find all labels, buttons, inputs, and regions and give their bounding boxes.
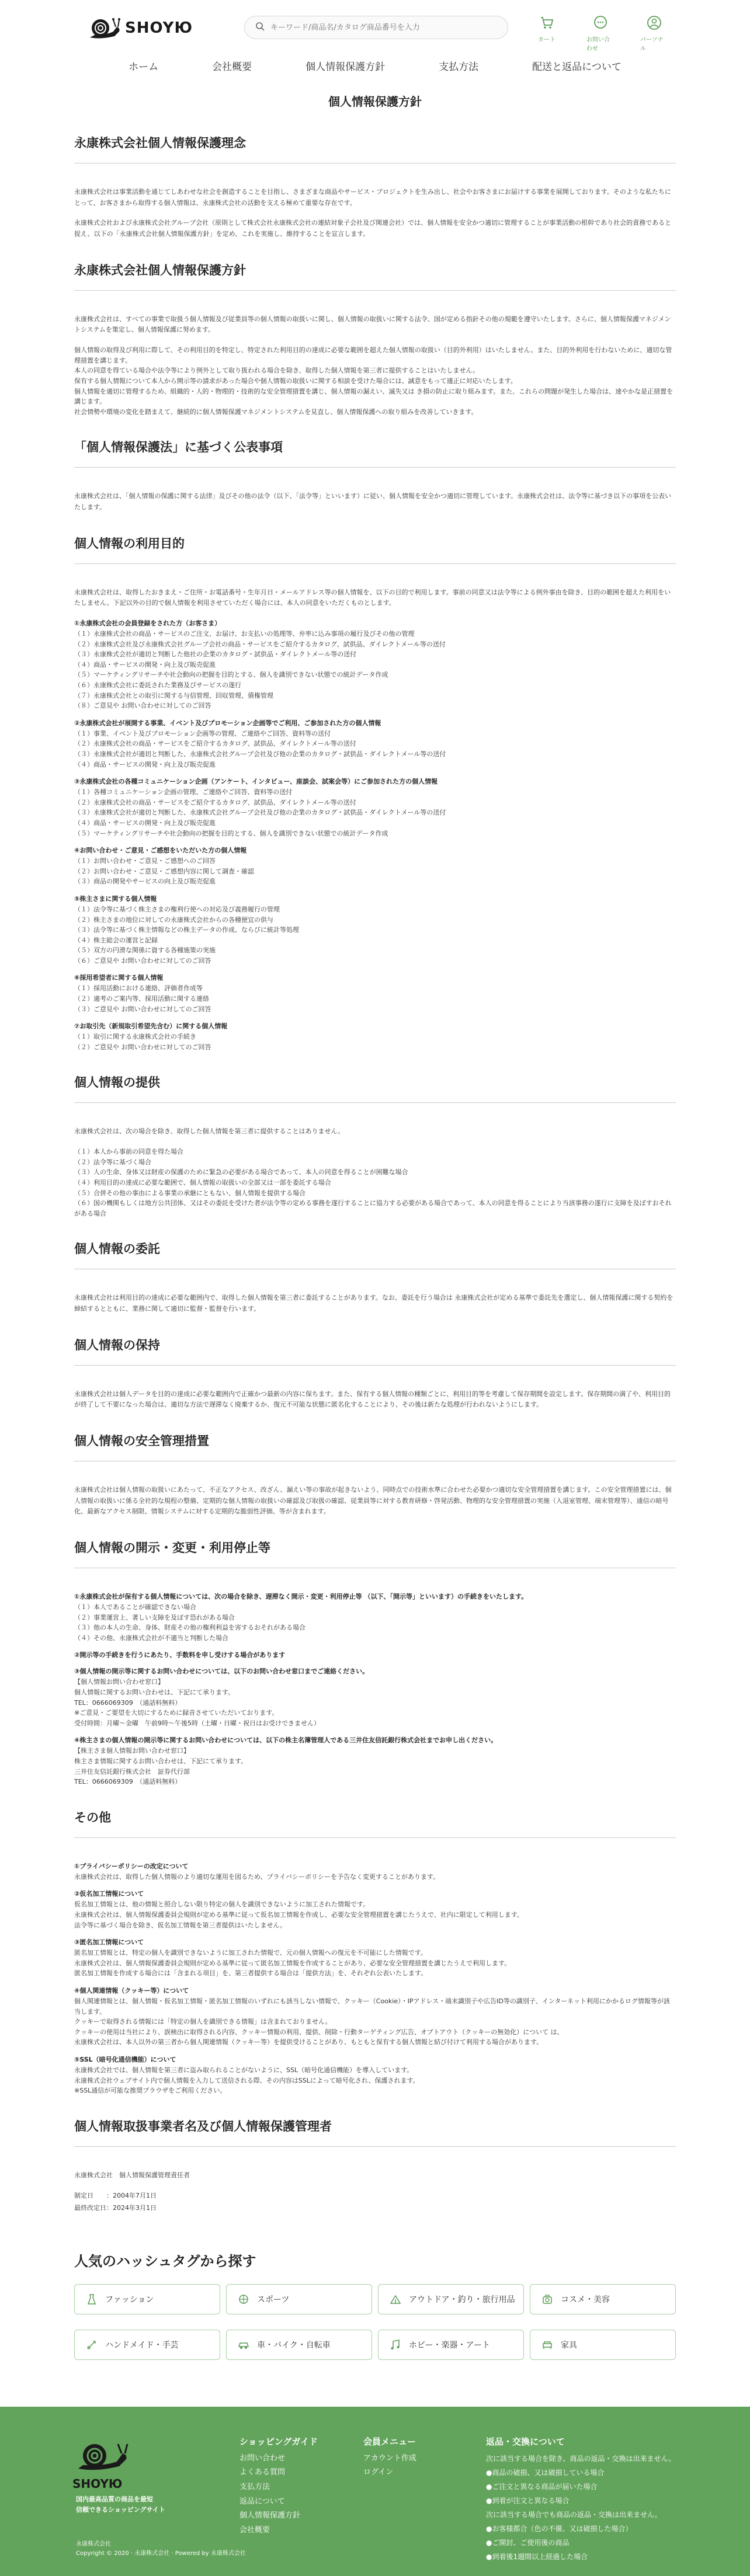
disclosure-list <box>74 1602 676 1643</box>
hashtag-label: コスメ・美容 <box>561 2295 610 2305</box>
purpose-group-heading: ③永康株式会社の各種コミュニケーション企画（アンケート、インタビュー、座談会、試案会等）にご参加された方の個人情報 <box>74 778 438 786</box>
tagline-line: 国内最高品質の商品を最短 <box>76 2495 153 2504</box>
other-block-heading: ④個人関連情報（クッキー等）について <box>74 1986 189 1994</box>
list-item: （５）マーケティングリサーチや社会動向の把握を目的とする、個人を識別できない状態での統計データ作成 <box>74 671 388 679</box>
paragraph: 永康株式会社は利用目的の達成に必要な範囲内で、取得した個人情報を第三者に委託することがあります。なお、委託を行う場合は 永康株式会社が定める基準で委託先を選定し、個人情報保護に関する契約を締結するとともに、業務に関して適切に監督・監督を行います。 <box>74 1294 673 1313</box>
list-item: （４）商品・サービスの開発・向上及び販売促進 <box>74 819 216 827</box>
outdoor-icon <box>389 2293 402 2306</box>
paragraph: 永康株式会社は個人情報の取扱いにあたって、不正なアクセス、改ざん、漏えい等の事故が起きないよう、同時点での技術水準に合わせた必要かつ適切な安全管理措置を講じます。この安全管理措置には、個人情報の取扱いに係る全社的な規程の整備、定期的な個人情報の取扱いの確認及び取扱の確認、従業員等に対する教育研修・啓発活動、物理的な安全管理措置の実施（入退室管理、端末管理等）、通信の暗号化、最新なアクセス制限、情報システムに対する定期的な脆弱性評価、等が含まれます。 <box>74 1486 672 1516</box>
section-title: 個人情報取扱事業者名及び個人情報保護管理者 <box>74 2117 676 2147</box>
footer-link-login[interactable]: ログイン <box>363 2468 394 2477</box>
purpose-group-heading: ①永康株式会社の会員登録をされた方（お客さま） <box>74 619 221 628</box>
hashtag-furniture[interactable] <box>530 2330 676 2360</box>
policy-list <box>74 345 676 417</box>
list-item: 匿名加工情報を作成する場合には「含まれる項目」を、第三者提供する場合は「提供方法」を、それぞれ公表いたします。 <box>74 1969 428 1978</box>
footer-link-returns[interactable]: 返品について <box>239 2497 285 2506</box>
chat-icon <box>593 15 608 33</box>
purpose-group-list <box>74 904 676 966</box>
footer-copyright: Copyright © 2020 · 永康株式会社 · Powered by 永康株式会社 <box>76 2550 246 2557</box>
list-item: （１）お問い合わせ・ご意見・ご感想へのご回答 <box>74 857 216 865</box>
list-item: （２）永康株式会社及び永康株式会社グループ会社の商品・サービスをご紹介するカタログ、試供品、ダイレクトメール等の送付 <box>74 640 446 648</box>
list-item: （２）永康株式会社の商品・サービスをご紹介するカタログ、試供品、ダイレクトメール等の送付 <box>74 740 356 748</box>
other-block-body <box>74 1996 676 2048</box>
list-item: 匿名加工情報とは、特定の個人を識別できないように加工された情報で、元の個人情報への復元を不可能にした情報です。 <box>74 1949 427 1957</box>
list-item: （８）ご意見や お問い合わせに対してのご回答 <box>74 702 211 710</box>
footer-link-faq[interactable]: よくある質問 <box>239 2468 286 2477</box>
list-item: 本人の同意を得ている場合や法令等により例外として取り扱われる場合を除き、取得した個人情報を第三者に提供することはいたしません。 <box>74 367 480 375</box>
nav-shipping[interactable]: 配送と返品について <box>532 61 621 73</box>
site-footer <box>0 2407 750 2576</box>
other-block-heading: ①プライバシーポリシーの改定について <box>74 1862 189 1870</box>
list-item: （４）その他、永康株式会社が不適当と判断した場合 <box>74 1634 228 1642</box>
tagline-line: 信頼できるショッピングサイト <box>76 2505 165 2514</box>
paragraph: 永康株式会社および永康株式会社グループ会社（原則として株式会社永康株式会社の連結対象子会社及び関連会社）では、個人情報を安全かつ適切に管理することが事業活動の根幹であり社会的責務であると捉え、以下の「永康株式会社個人情報保護方針」を定め、これを実施し、維持することを宣言します。 <box>74 219 672 238</box>
cosmetics-icon <box>541 2293 554 2306</box>
hashtag-vehicle[interactable] <box>226 2330 372 2360</box>
section-title: その他 <box>74 1808 676 1838</box>
contact-line: 【個人情報お問い合わせ窓口】 <box>74 1678 164 1686</box>
sports-icon <box>237 2293 250 2306</box>
other-block-heading: ③匿名加工情報について <box>74 1938 144 1947</box>
other-block-body <box>74 1899 676 1930</box>
other-block-heading: ⑤SSL（暗号化通信機能）について <box>74 2055 176 2063</box>
footer-logo[interactable] <box>72 2438 137 2491</box>
list-item: ※SSL通信が可能な推奨ブラウザをご利用ください。 <box>74 2087 227 2095</box>
subheading: ③個人情報の開示等に関するお問い合わせについては、以下のお問い合わせ窓口までご連絡ください。 <box>74 1668 369 1676</box>
list-item: （１）本人から事前の同意を得た場合 <box>74 1148 183 1156</box>
list-item: （１）永康株式会社の商品・サービスのご注文、お届け、お支払いの処理等、弁率に込み事項の履行及びその他の管理 <box>74 630 415 638</box>
list-item: 保有する個人情報について本人から開示等の請求があった場合や個人情報の取扱いに関する相談を受けた場合には、誠意をもって適正に対応いたします。 <box>74 377 517 385</box>
list-item: 法令等に基づく場合を除き、仮名加工情報を第三者提供はいたしません。 <box>74 1921 287 1929</box>
list-item: （１）事業、イベント及びプロモーション企画等の管理、ご連絡やご回答、資料等の送付 <box>74 729 331 737</box>
section-title: 個人情報の安全管理措置 <box>74 1432 676 1461</box>
other-block-body <box>74 1948 676 1979</box>
list-item: （３）他の本人の生命、身体、財産その他の権利利益を害するおそれがある場合 <box>74 1624 305 1632</box>
hobby-icon <box>389 2338 402 2351</box>
hashtag-label: アウトドア・釣り・旅行用品 <box>409 2295 515 2305</box>
purpose-group-heading: ④お問い合わせ・ご意見・ご感想をいただいた方の個人情報 <box>74 847 247 855</box>
hashtag-outdoor[interactable] <box>378 2284 524 2314</box>
nav-privacy[interactable]: 個人情報保護方針 <box>305 61 386 73</box>
site-header <box>0 0 750 54</box>
list-item: （４）商品・サービスの開発・向上及び販売促進 <box>74 660 216 669</box>
purpose-group-list <box>74 1032 676 1052</box>
paragraph: 永康株式会社は、取得したおきまえ・ご住所・お電話番号・生年月日・メールアドレス等の個人情報を、以下の目的で利用します。事前の同意又は法令等による例外事由を除き、目的の範囲を超えた利用をいたしません。下記以外の目的で個人情報を利用させていただく場合には、本人の同意をいただくものとします。 <box>74 588 671 607</box>
furniture-icon <box>541 2338 554 2351</box>
list-item: （１）取引に関する永康株式会社の手続き <box>74 1033 196 1041</box>
paragraph: 永康株式会社は、すべての事業で取扱う個人情報及び従業員等の個人情報の取扱いに関し、個人情報の取扱いに関する法令、国が定める指針その他の規範を遵守いたします。さらに、個人情報保護マネジメントシステムを策定し、個人情報保護に努めます。 <box>74 315 671 334</box>
hashtag-sports[interactable] <box>226 2284 372 2314</box>
provision-list <box>74 1147 676 1219</box>
nav-home[interactable]: ホーム <box>129 61 159 73</box>
cart-button[interactable] <box>533 15 561 52</box>
contact-line: 株主さま情報に関するお問い合わせは、下記にて承ります。 <box>74 1757 248 1766</box>
section-title: 個人情報の利用目的 <box>74 534 676 564</box>
footer-col-heading: 返品・交換について <box>486 2436 565 2448</box>
list-item: 永康株式会社は、個人情報保護委員会規則が定める基準に従って匿名加工情報を作成することがあり、必要な安全管理措置を講じたうえで利用します。 <box>74 1959 511 1967</box>
list-item: 永康株式会社ウェブサイト内で個人情報を入力して送信される際、その内容はSSLによって暗号化され、保護されます。 <box>74 2076 419 2084</box>
paragraph: 永康株式会社は事業活動を通じてしあわせな社会を創造することを目指し、さまざまな商品やサービス・プロジェクトを生み出し、社会やお客さまにお届けする事業を展開しております。そのような私たちにとって、お客さまから取得する個人情報は、永康株式会社の活動を支える極めて重要な存在です。 <box>74 188 671 207</box>
list-item: （４）商品・サービスの開発・向上及び販売促進 <box>74 760 216 768</box>
footer-col-heading: 会員メニュー <box>363 2436 416 2448</box>
returns-line: 次に該当する場合でも商品の返品・交換は出来ません。 <box>486 2510 662 2519</box>
footer-returns-info <box>486 2434 675 2564</box>
list-item: （３）商品の開発やサービスの向上及び販売促進 <box>74 878 216 886</box>
purpose-group-list <box>74 629 676 711</box>
purpose-groups <box>74 618 676 1052</box>
shareholder-contact-block <box>74 1746 676 1787</box>
purpose-group-list <box>74 787 676 838</box>
section-title: 個人情報の保持 <box>74 1336 676 1366</box>
contact-line: 受付時間：月曜～金曜 午前9時～午後5時（土曜・日曜・祝日はお受けできません） <box>74 1719 320 1727</box>
paragraph: 永康株式会社は個人データを目的の達成に必要な範囲内で正確かつ最新の内容に保ちます。また、保有する個人情報の種類ごとに、利用目的等を考慮して保存期間を設定します。保存期間の満了や、利用目的が終了して不要になった場合は、適切な方法で遅滞なく廃棄するか、復元不可能な状態に匿名化することにより、その後は新たな処理が行われないようにします。 <box>74 1390 671 1409</box>
purpose-group-heading: ⑦お取引先（新規取引希望先含む）に関する個人情報 <box>74 1022 228 1031</box>
contact-line: 【株主さま個人情報お問い合わせ窓口】 <box>74 1747 190 1755</box>
list-item: （７）永康株式会社との取引に関する与信管理、回収管理、債権管理 <box>74 691 273 699</box>
returns-line: ●到着が注文と異なる場合 <box>486 2496 570 2505</box>
contact-line: 三井住友信託銀行株式会社 証券代行部 <box>74 1767 190 1776</box>
returns-line: ●お客様都合（色の不備、又は破損した場合） <box>486 2524 633 2533</box>
list-item: （４）利用目的の達成に必要な範囲で、個人情報の取扱いの全部又は一部を委託する場合 <box>74 1178 331 1186</box>
section-title: 「個人情報保護法」に基づく公表事項 <box>74 438 676 468</box>
list-item: （２）適考のご案内等、採用活動に関する連絡 <box>74 995 209 1003</box>
list-item: 永康株式会社は、個人情報保護委員会規則が定める基準に従って仮名加工情報を作成し、必要な安全管理措置を講じたうえで、社内に限定して利用します。 <box>74 1911 523 1919</box>
contact-line: TEL：0666069309 （通話料無料） <box>74 1778 182 1786</box>
footer-link-privacy[interactable]: 個人情報保護方針 <box>239 2511 301 2521</box>
footer-logo-text: SHOYЮ <box>72 2477 123 2491</box>
other-block-body <box>74 2065 676 2096</box>
account-label: パーソナル <box>640 37 664 52</box>
car-icon <box>237 2338 250 2351</box>
list-item: （３）法令等に基づく株主情報などの株主データの作成、ならびに統計等処理 <box>74 926 299 934</box>
list-item: 永康株式会社は、本人以外の第三者から個人関連情報（クッキー等）を提供受けることがあり、もともと保有する個人情報と結び付けて利用する場合があります。 <box>74 2038 543 2046</box>
list-item: （１）本人であることが確認できない場合 <box>74 1603 196 1611</box>
section-title: 永康株式会社個人情報保護方針 <box>74 261 676 291</box>
footer-link-contact[interactable]: お問い合わせ <box>239 2453 286 2463</box>
list-item: （５）合併その他の事由による事業の承継にともない、個人情報を提供する場合 <box>74 1189 305 1197</box>
date-revised: 最終改定日：2024年3月1日 <box>74 2204 157 2212</box>
purpose-group-list <box>74 729 676 770</box>
logo-text: SHOYЮ <box>125 19 193 37</box>
user-icon <box>647 15 662 33</box>
list-item: （１）法令等に基づく株主さまの権利行使への対応及び義務履行の管理 <box>74 905 280 913</box>
paragraph: 永康株式会社は、「個人情報の保護に関する法律」及びその他の法令（以下、「法令等」といいます）に従い、個人情報を安全かつ適切に管理しています。永康株式会社は、法令等に基づき以下の事項を公表いたします。 <box>74 492 672 511</box>
list-item: 個人関連情報とは、個人情報・仮名加工情報・匿名加工情報のいずれにも該当しない情報で、クッキー（Cookie）・IPアドレス・端末識別子や広告ID等の識別子、インターネット利用にかかるログ情報等が該当します。 <box>74 1997 670 2015</box>
footer-link-signup[interactable]: アカウント作成 <box>363 2453 416 2463</box>
other-block-heading: ②仮名加工情報について <box>74 1890 144 1898</box>
site-logo[interactable] <box>89 14 193 42</box>
section-title: 永康株式会社個人情報保護理念 <box>74 134 676 163</box>
list-item: （６）ご意見や お問い合わせに対してのご回答 <box>74 956 211 965</box>
hashtag-label: 家具 <box>561 2341 577 2351</box>
list-item: （１）各種コミュニケーション企画の管理、ご連絡やご回答、資料等の送付 <box>74 788 293 796</box>
footer-shopping-guide <box>239 2434 318 2538</box>
other-block-body <box>74 1872 676 1882</box>
footer-tagline <box>76 2494 165 2515</box>
account-button[interactable] <box>640 15 668 52</box>
returns-line: ●商品の破損、又は破損している場合 <box>486 2468 605 2477</box>
main-content <box>74 116 676 2360</box>
other-blocks <box>74 1861 676 2096</box>
hashtag-title: 人気のハッシュタグから探す <box>74 2253 256 2270</box>
contact-button[interactable] <box>586 15 614 52</box>
footer-link-payment[interactable]: 支払方法 <box>239 2483 270 2492</box>
footer-link-company[interactable]: 会社概要 <box>239 2526 270 2535</box>
list-item: （３）人の生命、身体又は財産の保護のために緊急の必要がある場合であって、本人の同意を得ることが困難な場合 <box>74 1168 408 1176</box>
main-nav <box>0 54 750 78</box>
list-item: 仮名加工情報とは、他の情報と照合しない限り特定の個人を識別できないように加工された情報です。 <box>74 1900 370 1909</box>
search-bar[interactable] <box>244 16 508 39</box>
purpose-group-heading: ⑥採用希望者に関する個人情報 <box>74 974 164 982</box>
list-item: 永康株式会社は、取得した個人情報のより適切な運用を図るため、プライバシーポリシーを予告なく変更することがあります。 <box>74 1872 440 1881</box>
list-item: 個人情報の取得及び利用に際して、その利用目的を特定し、特定された利用目的の達成に必要な範囲を超えた個人情報の取扱い（目的外利用）はいたしません。また、目的外利用を行わないために、適切な管理措置を講じます。 <box>74 346 672 364</box>
contact-block <box>74 1677 676 1728</box>
list-item: 個人情報を適切に管理するため、組織的・人的・物理的・技術的な安全管理措置を講じ、個人情報の漏えい、滅失又は き損の防止に取り組みます。また、これらの問題が発生した場合は、速やかな是正措置を講じます。 <box>74 387 673 406</box>
section-title: 個人情報の開示・変更・利用停止等 <box>74 1538 676 1568</box>
subheading: ②開示等の手続きを行うにあたり、手数料を申し受けする場合があります <box>74 1651 286 1659</box>
contact-line: TEL：0666069309 （通話料無料） <box>74 1698 182 1707</box>
list-item: 永康株式会社では、個人情報を第三者に盗み取られることがないように、SSL（暗号化通信機能）を導入しています。 <box>74 2066 414 2074</box>
list-item: （２）ご意見や お問い合わせに対してのご回答 <box>74 1043 211 1051</box>
nav-company[interactable]: 会社概要 <box>212 61 252 73</box>
list-item: （３）ご意見や お問い合わせに対してのご回答 <box>74 1005 211 1013</box>
hashtag-handmade[interactable] <box>74 2330 220 2360</box>
footer-col-heading: ショッピングガイド <box>239 2436 318 2448</box>
returns-line: ●ご注文と異なる商品が届いた場合 <box>486 2482 598 2491</box>
list-item: （２）永康株式会社の商品・サービスをご紹介するカタログ、試供品、ダイレクトメール等の送付 <box>74 798 356 806</box>
contact-line: ※ご意見・ご要望を大切にするために録音させていただいております。 <box>74 1709 279 1717</box>
footer-snail-logo-icon <box>72 2438 137 2479</box>
list-item: （２）事業運営上、著しい支障を及ぼす恐れがある場合 <box>74 1613 235 1621</box>
subheading: ①永康株式会社が保有する個人情報については、次の場合を除き、遅滞なく開示・変更・利用停止等 （以下、「開示等」といいます）の手続きをいたします。 <box>74 1593 528 1601</box>
search-input[interactable] <box>270 23 492 32</box>
list-item: （３）永康株式会社が適切と判断した、永康株式会社グループ会社及び他の企業のカタログ・試供品・ダイレクトメール等の送付 <box>74 750 446 758</box>
returns-line: ●到着後1週間以上経過した場合 <box>486 2552 588 2561</box>
section-title: 個人情報の提供 <box>74 1073 676 1103</box>
footer-company: 永康株式会社 <box>76 2541 111 2548</box>
list-item: （６）永康株式会社に委託された業務及びサービスの遂行 <box>74 681 241 689</box>
list-item: （５）マーケティングリサーチや社会動向の把握を目的とする、個人を識別できない状態での統計データ作成 <box>74 829 388 837</box>
handmade-icon <box>85 2338 98 2351</box>
paragraph: 永康株式会社 個人情報保護管理責任者 <box>74 2171 190 2179</box>
purpose-group-list <box>74 983 676 1014</box>
list-item: （３）永康株式会社が適切と判断した他社の企業のカタログ・試供品・ダイレクトメール等の送付 <box>74 650 357 659</box>
list-item: クッキーで取得される情報には「特定の個人を識別できる情報」は含まれておりません。 <box>74 2018 332 2026</box>
snail-logo-icon <box>89 14 121 42</box>
nav-payment[interactable]: 支払方法 <box>439 61 479 73</box>
hashtag-label: ホビー・楽器・アート <box>409 2341 491 2351</box>
date-established: 制定日 ：2004年7月1日 <box>74 2192 157 2200</box>
hashtag-grid <box>74 2284 676 2360</box>
cart-label: カート <box>538 37 555 43</box>
purpose-group-list <box>74 856 676 887</box>
hashtag-label: スポーツ <box>257 2295 290 2305</box>
hashtag-fashion[interactable] <box>74 2284 220 2314</box>
subheading: ④株主さまの個人情報の開示等に関するお問い合わせについては、以下の株主名簿管理人である三井住友信託銀行株式会社までお申し出ください。 <box>74 1736 498 1745</box>
page-title: 個人情報保護方針 <box>328 95 422 109</box>
hashtag-label: ハンドメイド・手芸 <box>105 2341 179 2351</box>
contact-label: お問い合わせ <box>586 37 610 52</box>
paragraph: 永康株式会社は、次の場合を除き、取得した個人情報を第三者に提供することはありません。 <box>74 1127 345 1136</box>
footer-bottom <box>76 2540 246 2558</box>
section-title: 個人情報の委託 <box>74 1240 676 1269</box>
purpose-group-heading: ②永康株式会社が展開する事業、イベント及びプロモーション企画等でご利用、ご参加された方の個人情報 <box>74 719 381 727</box>
list-item: （１）採用活動における連絡、評価者作成等 <box>74 984 203 993</box>
list-item: （２）法令等に基づく場合 <box>74 1158 151 1166</box>
list-item: （２）株主さまの地位に対しての永康株式会社からの各種便宜の供与 <box>74 915 273 924</box>
list-item: （６）国の機関もしくは地方公共団体、又はその委託を受けた者が法令等の定める事務を遂行することに協力する必要がある場合であって、本人の同意を得ることにより当該事務の遂行に支障を及ぼすおそれがある場合 <box>74 1199 672 1217</box>
list-item: （３）永康株式会社が適切と判断した、永康株式会社グループ会社及び他の企業のカタログ・試供品・ダイレクトメール等の送付 <box>74 809 446 817</box>
list-item: クッキーの使用は当社により、誤検出に取得される内容、クッキー情報の利用、提供、削除・行動ターゲティング広告、オプトアウト（クッキーの無効化）について は、 <box>74 2028 564 2036</box>
dress-icon <box>85 2293 98 2306</box>
list-item: （５）双方の円滑な関係に資する各種施策の実施 <box>74 946 216 955</box>
returns-line: ●ご開封、ご使用後の商品 <box>486 2538 570 2547</box>
cart-icon <box>539 15 554 33</box>
hashtag-hobby[interactable] <box>378 2330 524 2360</box>
contact-line: 個人情報に関するお問い合わせは、下記にて承ります。 <box>74 1689 235 1697</box>
hashtag-cosmetics[interactable] <box>530 2284 676 2314</box>
hashtag-label: ファッション <box>105 2295 154 2305</box>
hashtag-label: 車・バイク・自転車 <box>257 2341 331 2351</box>
list-item: （２）お問い合わせ・ご意見・ご感想内容に関して調査・確認 <box>74 867 254 875</box>
returns-line: 次に該当する場合を除き、商品の返品・交換は出来ません。 <box>486 2454 676 2463</box>
search-icon[interactable] <box>255 22 265 33</box>
list-item: 社会情勢や環境の変化を踏まえて、継続的に個人情報保護マネジメントシステムを見直し、個人情報保護への取り組みを改善していきます。 <box>74 408 478 416</box>
purpose-group-heading: ⑤株主さまに関する個人情報 <box>74 894 157 903</box>
footer-member-menu <box>363 2434 416 2480</box>
list-item: （４）株主総会の運営と記録 <box>74 936 158 944</box>
